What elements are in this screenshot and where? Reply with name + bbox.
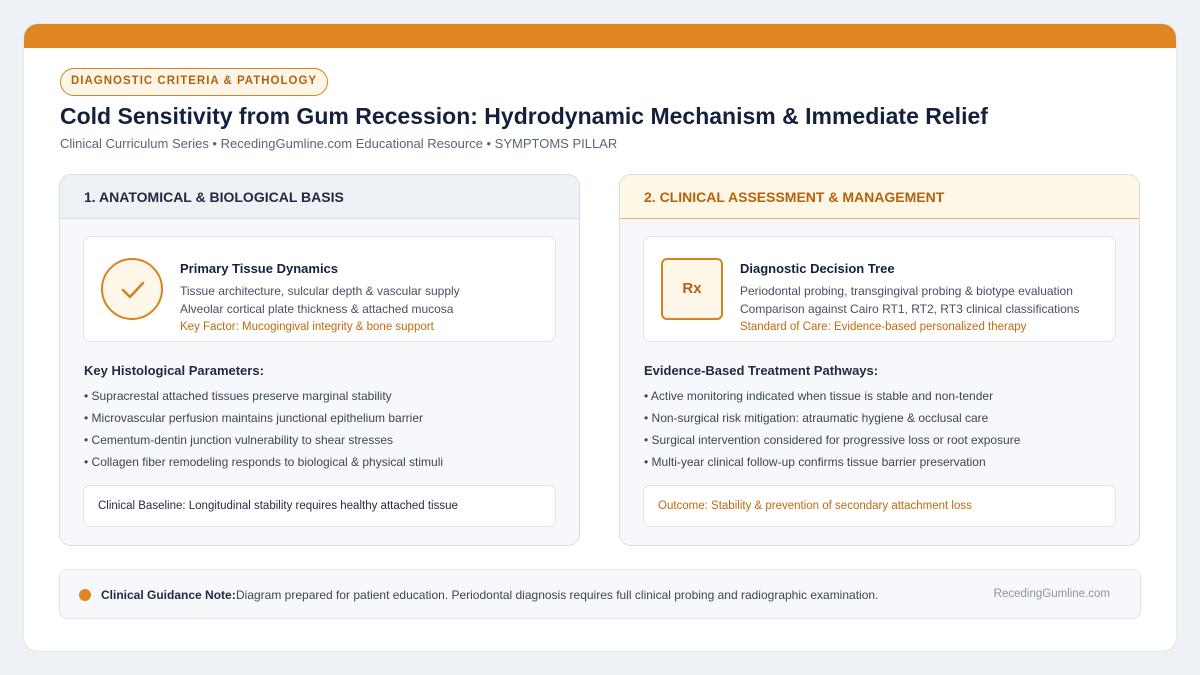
bullet-list [644,385,1020,473]
anatomical-basis-panel [59,174,580,546]
card-line: Comparison against Cairo RT1, RT2, RT3 clinical classifications [740,302,1080,316]
list-item: • Collagen fiber remodeling responds to biological & physical stimuli [84,455,444,469]
brand-watermark: RecedingGumline.com [993,588,1110,600]
card-key-factor: Key Factor: Mucogingival integrity & bone support [180,321,434,333]
bullet-dot-icon [79,589,91,601]
panel-heading: 2. CLINICAL ASSESSMENT & MANAGEMENT [620,175,1139,219]
panel-heading: 1. ANATOMICAL & BIOLOGICAL BASIS [60,175,579,219]
card-standard-of-care: Standard of Care: Evidence-based personalized therapy [740,321,1027,333]
top-accent-bar [24,24,1176,48]
outcome-box: Outcome: Stability & prevention of secondary attachment loss [643,485,1116,527]
card-line: Periodontal probing, transgingival probing & biotype evaluation [740,284,1073,298]
prescription-icon: Rx [661,258,723,320]
checkmark-icon [101,258,163,320]
card-line: Alveolar cortical plate thickness & attached mucosa [180,302,454,316]
list-item: • Non-surgical risk mitigation: atraumatic hygiene & occlusal care [644,411,989,425]
note-text: Diagram prepared for patient education. Periodontal diagnosis requires full clinical probing and radiographic examination. [236,588,879,602]
tissue-dynamics-card [83,236,556,342]
page-title: Cold Sensitivity from Gum Recession: Hydrodynamic Mechanism & Immediate Relief [60,103,988,129]
page-subtitle: Clinical Curriculum Series • RecedingGumline.com Educational Resource • SYMPTOMS PILLAR [60,136,618,151]
section-title: Key Histological Parameters: [84,363,264,378]
list-item: • Cementum-dentin junction vulnerability to shear stresses [84,433,394,447]
list-item: • Active monitoring indicated when tissue is stable and non-tender [644,389,994,403]
bullet-list [84,385,443,473]
list-item: • Multi-year clinical follow-up confirms tissue barrier preservation [644,455,986,469]
card-title: Diagnostic Decision Tree [740,261,895,276]
note-label: Clinical Guidance Note: [101,588,236,602]
category-badge: DIAGNOSTIC CRITERIA & PATHOLOGY [60,68,328,96]
clinical-baseline-box: Clinical Baseline: Longitudinal stability requires healthy attached tissue [83,485,556,527]
list-item: • Surgical intervention considered for progressive loss or root exposure [644,433,1021,447]
list-item: • Microvascular perfusion maintains junctional epithelium barrier [84,411,424,425]
clinical-guidance-note [59,569,1141,619]
section-title: Evidence-Based Treatment Pathways: [644,363,879,378]
decision-tree-card [643,236,1116,342]
list-item: • Supracrestal attached tissues preserve marginal stability [84,389,392,403]
main-card [24,24,1176,651]
card-title: Primary Tissue Dynamics [180,261,339,276]
card-line: Tissue architecture, sulcular depth & vascular supply [180,284,460,298]
clinical-assessment-panel [619,174,1140,546]
